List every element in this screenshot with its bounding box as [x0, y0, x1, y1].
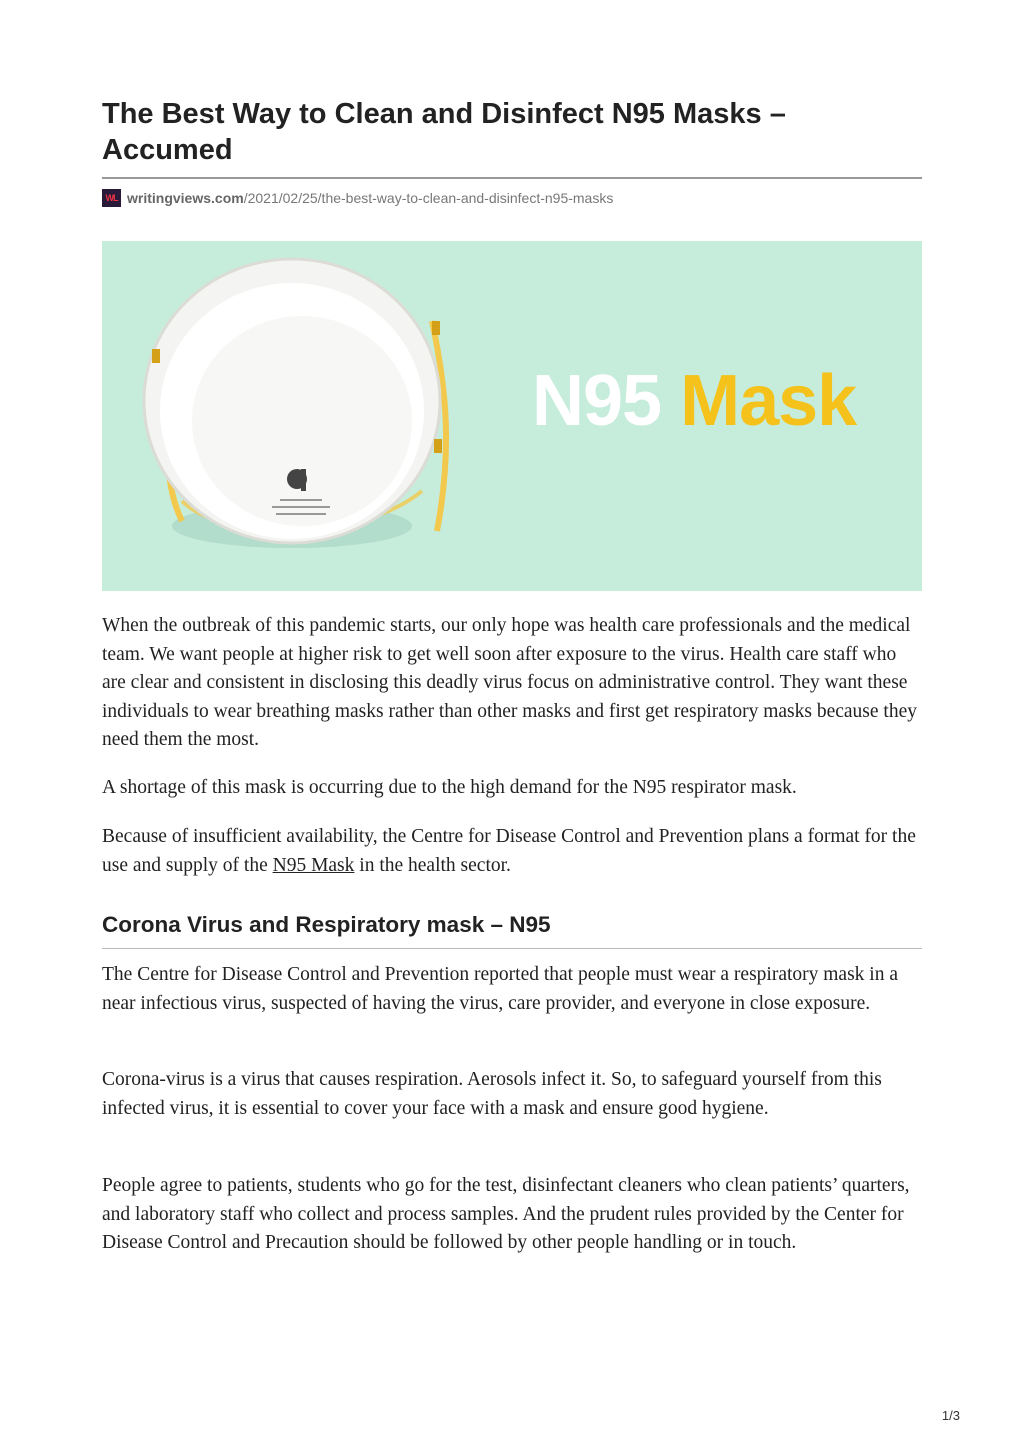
section-heading: Corona Virus and Respiratory mask – N95: [102, 912, 551, 937]
paragraph-3-text-before: Because of insufficient availability, the Centre for Disease Control and Prevention plans a format for the use and supply of the: [102, 826, 916, 876]
paragraph-3-text-after: in the health sector.: [354, 854, 511, 876]
source-line[interactable]: [102, 188, 613, 208]
hero-image: [102, 241, 922, 591]
paragraph-2: A shortage of this mask is occurring due to the high demand for the N95 respirator mask.: [102, 777, 797, 798]
n95-mask-link[interactable]: N95 Mask: [272, 854, 355, 876]
title-divider: [102, 177, 922, 179]
section-paragraph-2: Corona-virus is a virus that causes respiration. Aerosols infect it. So, to safeguard yourself from this infected virus, it is essential to cover your face with a mask and ensure good hygiene.: [102, 1069, 882, 1119]
source-path[interactable]: /2021/02/25/the-best-way-to-clean-and-disinfect-n95-masks: [243, 190, 614, 206]
hero-word-n95: N95: [532, 361, 662, 441]
section-paragraph-1: The Centre for Disease Control and Prevention reported that people must wear a respiratory mask in a near infectious virus, suspected of having the virus, care provider, and everyone in close exposure.: [102, 964, 898, 1014]
article-title: The Best Way to Clean and Disinfect N95 Masks – Accumed: [102, 98, 786, 166]
section-paragraph-3: People agree to patients, students who go for the test, disinfectant cleaners who clean patients’ quarters, and laboratory staff who collect and process samples. And the prudent rules provided by the Center for Disease Control and Precaution should be followed by other people handling or in touch.: [102, 1175, 910, 1253]
page-number: 1/3: [941, 1408, 960, 1423]
hero-word-mask: Mask: [680, 361, 857, 441]
paragraph-3: [102, 823, 922, 880]
section-divider: [102, 948, 922, 949]
site-favicon-icon: WL: [102, 189, 121, 207]
paragraph-1: When the outbreak of this pandemic starts, our only hope was health care professionals and the medical team. We want people at higher risk to get well soon after exposure to the virus. Health care staff who are clear and consistent in disclosing this deadly virus focus on administrative control. They want these individuals to wear breathing masks rather than other masks and first get respiratory masks because they need them the most.: [102, 615, 917, 750]
hero-headline: [532, 361, 856, 441]
source-domain[interactable]: writingviews.com: [127, 190, 244, 206]
